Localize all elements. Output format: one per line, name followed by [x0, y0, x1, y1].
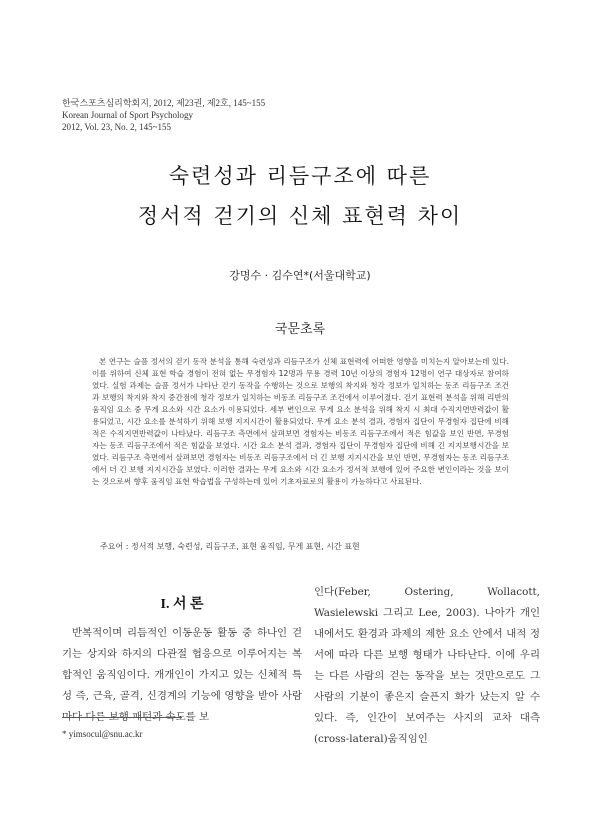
abstract-heading: 국문초록	[274, 322, 326, 337]
body-column-left: 반복적이며 리듬적인 이동운동 활동 중 하나인 걷기는 상지와 하지의 다관절 협응으로 이루어지는 복합적인 움직임이다. 개개인이 가지고 있는 신체적 특성 즉, 근육, 골격, 신경계의 기능에 영향을 받아 사람마다 다른 보행 패턴과 속도를 보	[62, 627, 302, 723]
journal-line-volume: 2012, Vol. 23, No. 2, 145~155	[62, 122, 172, 132]
keywords: 주요어 : 정서적 보행, 숙련성, 리듬구조, 표현 움직임, 무게 표현, 시간 표현	[100, 542, 360, 551]
journal-line-english: Korean Journal of Sport Psychology	[62, 110, 193, 120]
footnote-email: * yimsocul@snu.ac.kr	[62, 729, 143, 739]
journal-info	[62, 97, 265, 133]
authors: 강명수 · 김수연*(서울대학교)	[229, 269, 371, 282]
section-heading: I. 서 론	[160, 597, 204, 612]
journal-line-korean: 한국스포츠심리학회지, 2012, 제23권, 제2호, 145~155	[62, 98, 266, 108]
body-column-right: 인다(Feber, Ostering, Wollacott, Wasielewski 그리고 Lee, 2003). 나아가 개인 내에서도 환경과 과제의 제한 요소 안에서 내적 정서에 따라 다른 보행 형태가 나타난다. 이에 우리는 다른 사람의 걷는 동작을 보는 것만으로도 그 사람의 기분이 좋은지 슬픈지 화가 났는지 알 수 있다. 즉, 인간이 보여주는 사지의 교차 대측(cross-lateral)움직임인	[314, 586, 540, 745]
abstract-body: 본 연구는 슬픔 정서의 걷기 동작 분석을 통해 숙련성과 리듬구조가 신체 표현력에 어떠한 영향을 미치는지 알아보는데 있다. 이를 위하여 신체 표현 학습 경험이 전혀 없는 무경험자 12명과 무용 경력 10년 이상의 경험자 12명이 연구 대상자로 참여하였다. 실험 과제는 슬픔 정서가 나타난 걷기 동작을 수행하는 것으로 보행의 착지와 청각 정보가 일치하는 동조 리듬구조 조건과 보행의 착지와 착지 중간점에 청각 정보가 일치하는 비동조 리듬구조 조건에서 이루어졌다. 걷기 표현력 분석을 위해 리반의 움직임 요소 중 무게 요소와 시간 요소가 이용되었다. 세부 변인으로 무게 요소 분석을 위해 착지 시 최대 수직지면반력값이 활용되었고, 시간 요소를 분석하기 위해 보행 지지시간이 활용되었다. 무게 요소 분석 결과, 경험자 집단이 무경험자 집단에 비해 적은 수직지면반력값이 나타났다. 리듬구조 측면에서 살펴보면 경험자는 비동조 리듬구조에서 적은 힘값을 보인 반면, 무경험자는 동조 리듬구조에서 적은 힘값을 보였다. 시간 요소 분석 결과, 경험자 집단이 무경험자 집단에 비해 긴 지지보행시간을 보였다. 리듬구조 측면에서 살펴보면 경험자는 비동조 리듬구조에서 더 긴 보행 지지시간을 보인 반면, 무경험자는 동조 리듬구조에서 더 긴 보행 지지시간을 보였다. 이러한 결과는 무게 요소와 시간 요소가 정서적 보행에 있어 주요한 변인이라는 것을 보이는 것으로써 향후 움직임 표현 학습법을 구성하는데 있어 기초자료로의 활용이 가능하다고 사료된다.	[92, 357, 509, 486]
paper-title-line-2: 정서적 걷기의 신체 표현력 차이	[137, 204, 463, 228]
footnote-divider	[62, 717, 182, 718]
paper-title-line-1: 숙련성과 리듬구조에 따른	[168, 164, 432, 188]
